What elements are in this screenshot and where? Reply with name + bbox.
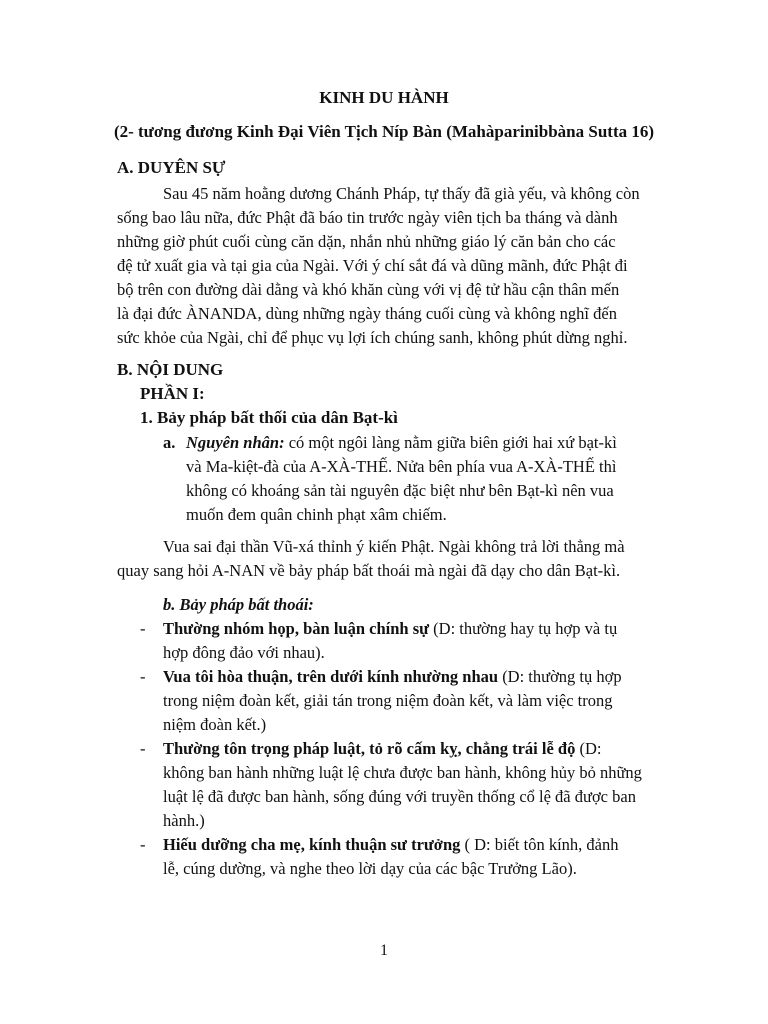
- bullet-first-line: [163, 834, 618, 856]
- bullet-rest-text: (D: thường hay tụ hợp và tụ: [429, 619, 618, 638]
- item-a-line: không có khoáng sản tài nguyên đặc biệt như bên Bạt-kì nên vua: [186, 481, 614, 500]
- document-title: KINH DU HÀNH: [319, 88, 449, 107]
- bullet-first-line: [163, 618, 617, 640]
- bullet-dash: -: [140, 619, 146, 638]
- item-a-label: a.: [163, 433, 176, 452]
- bullet-line: trong niệm đoàn kết, giải tán trong niệm đoàn kết, và làm việc trong: [163, 691, 613, 710]
- bullet-bold-text: Thường nhóm họp, bàn luận chính sự: [163, 619, 430, 638]
- section-a-line: sống bao lâu nữa, đức Phật đã báo tin trước ngày viên tịch ba tháng và dành: [117, 208, 618, 227]
- section-a-line: đệ tử xuất gia và tại gia của Ngài. Với ý chí sắt đá và dũng mãnh, đức Phật đi: [117, 256, 628, 275]
- section-a-line: những giờ phút cuối cùng căn dặn, nhắn nhủ những giáo lý căn bản cho các: [117, 232, 616, 251]
- bullet-line: niệm đoàn kết.): [163, 715, 267, 734]
- section-a-line: sức khỏe của Ngài, chỉ để phục vụ lợi ích chúng sanh, không phút dừng nghỉ.: [117, 328, 628, 347]
- section-a-line: bộ trên con đường dài dằng và khó khăn cùng với vị đệ tử hầu cận thân mến: [117, 280, 620, 299]
- part-heading: PHẦN I:: [140, 384, 205, 403]
- bullet-dash: -: [140, 739, 146, 758]
- item-a-text: có một ngôi làng nằm giữa biên giới hai xứ bạt-kì: [284, 433, 617, 452]
- bullet-rest-text: (D: thường tụ hợp: [498, 667, 622, 686]
- paragraph-2-line: quay sang hỏi A-NAN về bảy pháp bất thoái mà ngài đã dạy cho dân Bạt-kì.: [117, 561, 621, 580]
- bullet-first-line: [163, 666, 622, 688]
- bullet-line: luật lệ đã được ban hành, sống đúng với truyền thống cổ lệ đã được ban: [163, 787, 636, 806]
- section-a-line: Sau 45 năm hoằng dương Chánh Pháp, tự thấy đã già yếu, và không còn: [163, 184, 640, 203]
- paragraph-2-line: Vua sai đại thần Vũ-xá thỉnh ý kiến Phật. Ngài không trả lời thẳng mà: [163, 537, 625, 556]
- item-1-heading: 1. Bảy pháp bất thối của dân Bạt-kì: [140, 408, 398, 427]
- bullet-line: hành.): [163, 811, 205, 830]
- bullet-first-line: [163, 738, 601, 760]
- bullet-rest-text: ( D: biết tôn kính, đảnh: [460, 835, 619, 854]
- bullet-dash: -: [140, 667, 146, 686]
- bullet-rest-text: (D:: [575, 739, 602, 758]
- page-number: 1: [380, 942, 388, 959]
- section-a-line: là đại đức ÀNANDA, dùng những ngày tháng cuối cùng và không nghĩ đến: [117, 304, 617, 323]
- section-a-heading: A. DUYÊN SỰ: [117, 158, 226, 177]
- item-a-first-line: [186, 432, 617, 454]
- bullet-bold-text: Thường tôn trọng pháp luật, tỏ rõ cấm kỵ, chẳng trái lễ độ: [163, 739, 576, 758]
- item-a-line: và Ma-kiệt-đà của A-XÀ-THẾ. Nửa bên phía vua A-XÀ-THẾ thì: [186, 457, 617, 476]
- item-a-line: muốn đem quân chinh phạt xâm chiếm.: [186, 505, 447, 524]
- bullet-dash: -: [140, 835, 146, 854]
- bullet-bold-text: Vua tôi hòa thuận, trên dưới kính nhường nhau: [163, 667, 499, 686]
- bullet-bold-text: Hiếu dưỡng cha mẹ, kính thuận sư trưởng: [163, 835, 461, 854]
- bullet-line: hợp đông đảo với nhau).: [163, 643, 325, 662]
- bullet-line: không ban hành những luật lệ chưa được ban hành, không hủy bỏ những: [163, 763, 642, 782]
- item-b-heading: b. Bảy pháp bất thoái:: [163, 595, 314, 614]
- section-b-heading: B. NỘI DUNG: [117, 360, 224, 379]
- bullet-line: lễ, cúng dường, và nghe theo lời dạy của các bậc Trưởng Lão).: [163, 859, 577, 878]
- document-subtitle: (2- tương đương Kinh Đại Viên Tịch Níp Bàn (Mahàparinibbàna Sutta 16): [113, 122, 655, 141]
- item-a-term: Nguyên nhân:: [186, 433, 285, 452]
